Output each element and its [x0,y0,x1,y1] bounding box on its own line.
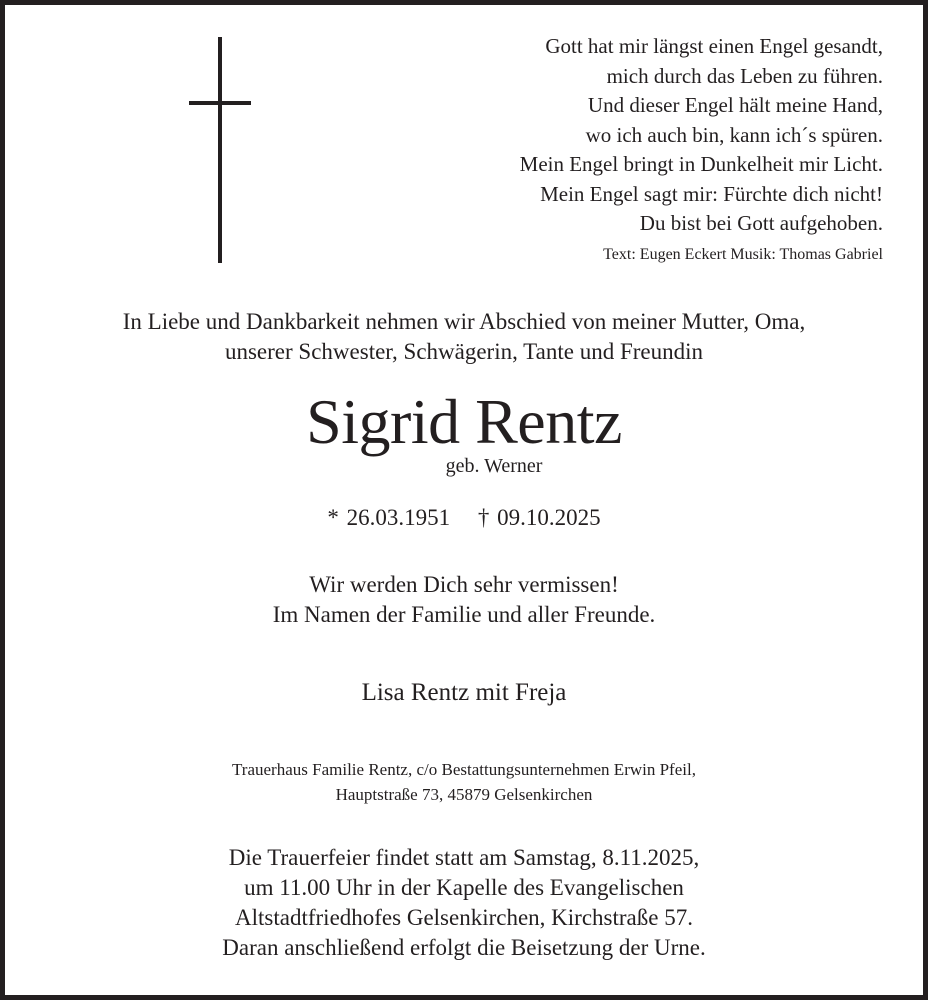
address-line: Trauerhaus Familie Rentz, c/o Bestattungsunternehmen Erwin Pfeil, [232,760,696,779]
poem-line: wo ich auch bin, kann ich´s spüren. [585,122,883,147]
intro-text [5,307,923,367]
cross-icon-bar [189,101,251,105]
poem-line: Du bist bei Gott aufgehoben. [639,211,883,235]
birth-date: * 26.03.1951 [327,505,451,530]
cross-icon [218,37,222,263]
poem [520,32,883,265]
birth-name: geb. Werner [445,455,543,477]
service-line: Daran anschließend erfolgt die Beisetzung der Urne. [222,935,706,960]
obituary-notice [5,5,923,995]
signature: Lisa Rentz mit Freja [361,679,567,706]
poem-credit: Text: Eugen Eckert Musik: Thomas Gabriel [603,245,883,263]
service-line: um 11.00 Uhr in der Kapelle des Evangelischen [244,875,684,900]
message-line: Im Namen der Familie und aller Freunde. [272,602,656,627]
mourning-address [5,757,923,807]
poem-line: mich durch das Leben zu führen. [606,63,883,88]
deceased-name: Sigrid Rentz [306,386,622,457]
intro-line: In Liebe und Dankbarkeit nehmen wir Abschied von meiner Mutter, Oma, [122,309,806,334]
poem-line: Gott hat mir längst einen Engel gesandt, [545,34,883,58]
service-line: Altstadtfriedhofes Gelsenkirchen, Kirchstraße 57. [235,905,693,930]
poem-line: Mein Engel sagt mir: Fürchte dich nicht! [540,181,883,206]
poem-line: Mein Engel bringt in Dunkelheit mir Licht. [519,152,883,176]
death-date: † 09.10.2025 [477,505,601,530]
message-line: Wir werden Dich sehr vermissen! [309,572,619,597]
address-line: Hauptstraße 73, 45879 Gelsenkirchen [335,785,593,804]
intro-line: unserer Schwester, Schwägerin, Tante und Freundin [224,339,703,364]
farewell-message [5,570,923,630]
service-info [5,843,923,963]
life-dates [5,505,923,531]
poem-line: Und dieser Engel hält meine Hand, [587,93,883,117]
service-line: Die Trauerfeier findet statt am Samstag, 8.11.2025, [228,845,700,870]
